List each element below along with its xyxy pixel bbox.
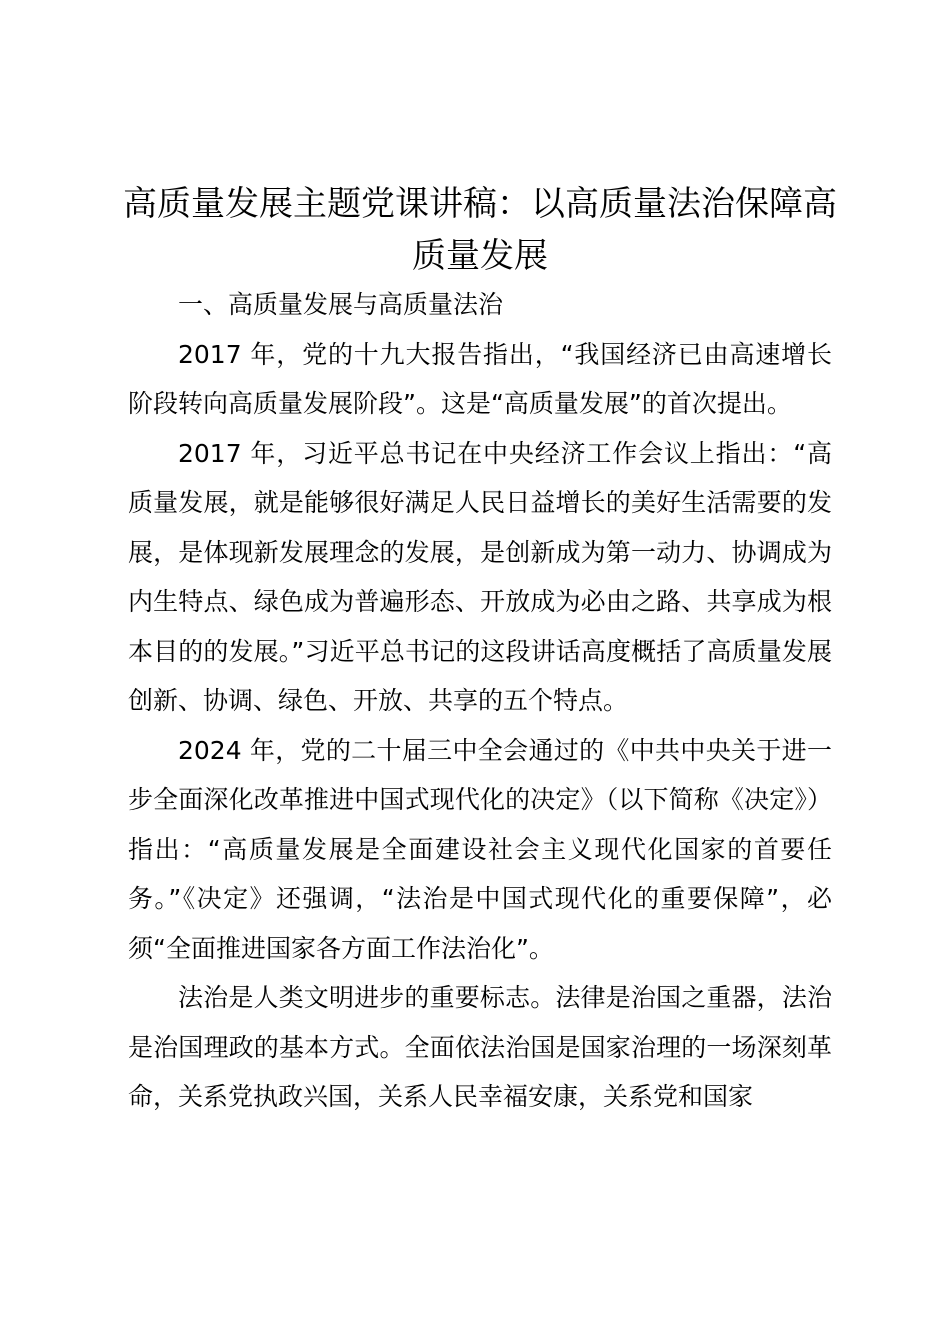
paragraph-2: 2017 年，习近平总书记在中央经济工作会议上指出：“高质量发展，就是能够很好满足人民日益增长的美好生活需要的发展，是体现新发展理念的发展，是创新成为第一动力、协调成为内生特点、绿色成为普遍形态、开放成为必由之路、共享成为根本目的的发展。”习近平总书记的这段讲话高度概括了高质量发展创新、协调、绿色、开放、共享的五个特点。 [128, 438, 832, 715]
document-body [128, 280, 832, 1122]
document-title: 高质量发展主题党课讲稿：以高质量法治保障高质量发展 [123, 184, 837, 276]
section-heading: 一、高质量发展与高质量法治 [178, 290, 504, 319]
paragraph-3: 2024 年，党的二十届三中全会通过的《中共中央关于进一步全面深化改革推进中国式现代化的决定》（以下简称《决定》）指出：“高质量发展是全面建设社会主义现代化国家的首要任务。”《决定》还强调，“法治是中国式现代化的重要保障”，必须“全面推进国家各方面工作法治化”。 [128, 735, 832, 963]
paragraph-4: 法治是人类文明进步的重要标志。法律是治国之重器，法治是治国理政的基本方式。全面依法治国是国家治理的一场深刻革命，关系党执政兴国，关系人民幸福安康，关系党和国家 [128, 983, 832, 1111]
paragraph-1: 2017 年，党的十九大报告指出，“我国经济已由高速增长阶段转向高质量发展阶段”。这是“高质量发展”的首次提出。 [128, 339, 832, 418]
